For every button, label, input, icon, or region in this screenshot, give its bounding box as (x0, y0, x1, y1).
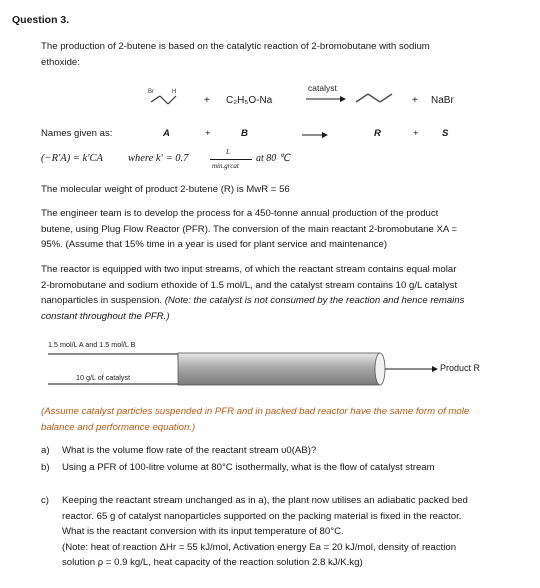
pfr-end-cap (375, 353, 385, 385)
question-c-line-1: Keeping the reactant stream unchanged as in a), the plant now utilises an adiabatic packed bed (62, 495, 468, 506)
fraction-bar (210, 159, 252, 160)
question-c-text (62, 493, 468, 571)
question-a-text: What is the volume flow rate of the reactant stream υ0(AB)? (62, 445, 317, 456)
question-b-text: Using a PFR of 100-litre volume at 80°C isothermally, what is the flow of catalyst stream (62, 462, 435, 473)
names-arrow (300, 131, 330, 139)
assumption-note (41, 404, 469, 435)
catalyst-stream-label: 10 g/L of catalyst (76, 373, 131, 382)
pfr-diagram (40, 345, 440, 390)
name-s: S (442, 128, 449, 139)
question-title: Question 3. (12, 14, 70, 26)
name-plus-1: + (205, 128, 211, 139)
reactor-line-1: The reactor is equipped with two input streams, of which the reactant stream contains equal molar (41, 264, 457, 275)
rate-lhs: (−R′A) = k′CA (41, 153, 103, 164)
product-label: Product R (440, 363, 481, 373)
intro-line-2: ethoxide: (41, 56, 80, 68)
reactor-note: (Note: the catalyst is not consumed by the reaction and hence remains (164, 295, 465, 306)
bromo-label: Br (148, 89, 154, 95)
names-label: Names given as: (41, 128, 113, 139)
name-plus-2: + (413, 128, 419, 139)
plus-sign-2: + (412, 95, 418, 106)
reactor-line-3a: nanoparticles in suspension. (41, 295, 165, 306)
design-paragraph (41, 206, 457, 253)
nabr-product: NaBr (431, 95, 454, 106)
reaction-scheme (140, 80, 480, 120)
design-line-1: The engineer team is to develop the process for a 450-tonne annual production of the product (41, 208, 439, 219)
bromobutane-structure (151, 96, 176, 104)
catalyst-label: catalyst (308, 83, 337, 93)
reactor-paragraph (41, 262, 464, 324)
question-b-label: b) (41, 462, 50, 473)
plus-sign-1: + (204, 95, 210, 106)
reactant-stream-label: 1.5 mol/L A and 1.5 mol/L B (48, 340, 136, 349)
design-line-2: butene, using Plug Flow Reactor (PFR). The conversion of the main reactant 2-bromobutane XA = (41, 223, 458, 235)
rate-where: where k′ = 0.7 (128, 153, 189, 164)
reactor-line-4: constant throughout the PFR.) (41, 310, 170, 322)
question-c-label: c) (41, 495, 49, 506)
molecular-weight-text: The molecular weight of product 2-butene (R) is MwR = 56 (41, 184, 290, 195)
question-c-line-3: What is the reactant conversion with its input temperature of 80°C. (62, 526, 344, 537)
reactor-line-3 (41, 293, 464, 309)
product-arrow-head (432, 366, 438, 372)
reactor-line-2: 2-bromobutane and sodium ethoxide of 1.5 mol/L, and the catalyst stream contains 10 g/L catalyst (41, 279, 458, 291)
rate-numerator: L (226, 148, 230, 156)
question-c-line-4: (Note: heat of reaction ΔHr = 55 kJ/mol, Activation energy Ea = 20 kJ/mol, density of reaction (62, 541, 457, 553)
name-a: A (163, 128, 170, 139)
question-c-line-2: reactor. 65 g of catalyst nanoparticles supported on the packing material is fixed in the reactor. (62, 510, 462, 522)
reaction-arrow (306, 96, 346, 102)
question-a-label: a) (41, 445, 50, 456)
question-c-line-5: solution ρ = 0.9 kg/L, heat capacity of the reaction solution 2.8 kJ/K.kg) (62, 557, 363, 568)
butene-structure (356, 94, 392, 102)
name-r: R (374, 128, 381, 139)
intro-line-1: The production of 2-butene is based on the catalytic reaction of 2-bromobutane with sodium (41, 41, 430, 52)
assumption-line-1: (Assume catalyst particles suspended in PFR and in packed bad reactor have the same form of mole (41, 406, 470, 417)
assumption-line-2: balance and performance equation.) (41, 421, 196, 433)
intro-paragraph (41, 39, 430, 70)
hydrogen-label: H (172, 89, 177, 95)
rate-temperature: at 80 ℃ (256, 153, 291, 164)
name-b: B (241, 128, 248, 139)
pfr-tube (178, 353, 380, 385)
design-line-3: 95%. (Assume that 15% time in a year is used for plant service and maintenance) (41, 239, 388, 250)
reagent-formula: C₂H₅O-Na (226, 95, 273, 106)
rate-denominator: min.grcat (212, 162, 239, 170)
